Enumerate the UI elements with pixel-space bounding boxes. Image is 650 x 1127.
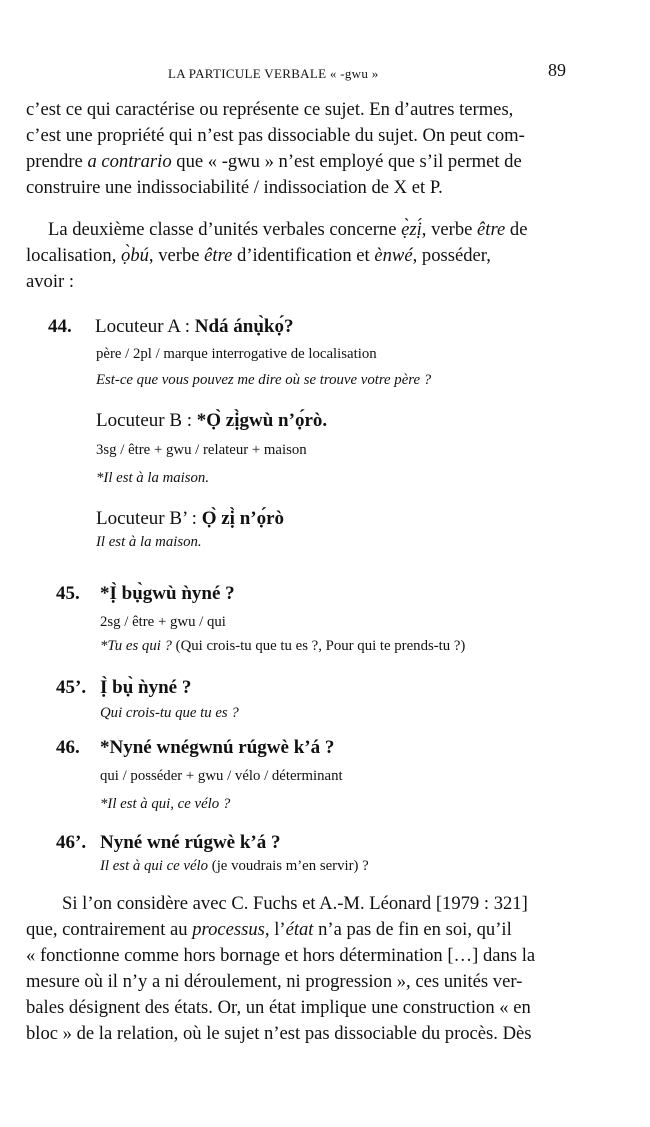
example-number: 44.	[48, 316, 72, 337]
text-line: mesure où il n’y a ni déroulement, ni progression », ces unités ver-	[26, 971, 523, 992]
text-line: c’est une propriété qui n’est pas dissociable du sujet. On peut com-	[26, 125, 525, 146]
example-translation: *Tu es qui ? (Qui crois-tu que tu es ?, Pour qui te prends-tu ?)	[100, 638, 466, 654]
example-sentence: Nyné wné rúgwè k’á ?	[100, 832, 281, 853]
text-line: que, contrairement au processus, l’état n’a pas de fin en soi, qu’il	[26, 919, 512, 940]
text-line: localisation, ọ̀bú, verbe être d’identification et ènwé, posséder,	[26, 245, 491, 266]
example-number: 46’.	[56, 832, 87, 853]
example-translation: *Il est à la maison.	[96, 470, 210, 486]
closing-paragraph	[26, 891, 535, 1047]
verb-class-paragraph	[26, 217, 527, 295]
text-line: construire une indissociabilité / indissociation de X et P.	[26, 177, 443, 198]
text-line: avoir :	[26, 271, 75, 292]
example-sentence: Ị̀ bụ̀ ǹyné ?	[100, 677, 192, 698]
example-gloss: père / 2pl / marque interrogative de localisation	[96, 346, 377, 362]
example-number: 45.	[56, 583, 80, 604]
example-gloss: 3sg / être + gwu / relateur + maison	[96, 442, 307, 458]
example-translation: Il est à la maison.	[96, 534, 202, 550]
text-line: Si l’on considère avec C. Fuchs et A.-M. Léonard [1979 : 321]	[62, 893, 528, 914]
example-sentence: *Nyné wnégwnú rúgwè k’á ?	[100, 737, 335, 758]
example-sentence: Locuteur A : Ndá ánụ̀kọ́?	[95, 316, 294, 337]
example-number: 46.	[56, 737, 80, 758]
text-line: c’est ce qui caractérise ou représente ce sujet. En d’autres termes,	[26, 99, 514, 120]
intro-paragraph	[26, 97, 525, 201]
example-sentence: Locuteur B’ : Ọ̀ zị̀ n’ọ́rò	[96, 508, 285, 529]
example-translation: Qui crois-tu que tu es ?	[100, 705, 239, 721]
text-line: « fonctionne comme hors bornage et hors détermination […] dans la	[26, 945, 536, 966]
page-number: 89	[548, 60, 566, 80]
example-translation: *Il est à qui, ce vélo ?	[100, 796, 231, 812]
example-translation: Il est à qui ce vélo (je voudrais m’en servir) ?	[100, 858, 369, 874]
example-gloss: qui / posséder + gwu / vélo / déterminant	[100, 768, 343, 784]
example-gloss: 2sg / être + gwu / qui	[100, 614, 226, 630]
example-sentence: Locuteur B : *Ọ̀ zị̀gwù n’ọ́rò.	[96, 410, 328, 431]
text-line: bloc » de la relation, où le sujet n’est pas dissociable du procès. Dès	[26, 1023, 532, 1044]
text-line: prendre a contrario que « -gwu » n’est employé que s’il permet de	[26, 151, 522, 172]
example-sentence: *Ị̀ bụ̀gwù ǹyné ?	[100, 583, 235, 604]
text-line: bales désignent des états. Or, un état implique une construction « en	[26, 997, 531, 1018]
example-translation: Est-ce que vous pouvez me dire où se trouve votre père ?	[96, 372, 432, 388]
example-number: 45’.	[56, 677, 87, 698]
running-title: LA PARTICULE VERBALE « -gwu »	[168, 66, 379, 81]
text-line: La deuxième classe d’unités verbales concerne ẹ̀zị́, verbe être de	[48, 219, 528, 240]
